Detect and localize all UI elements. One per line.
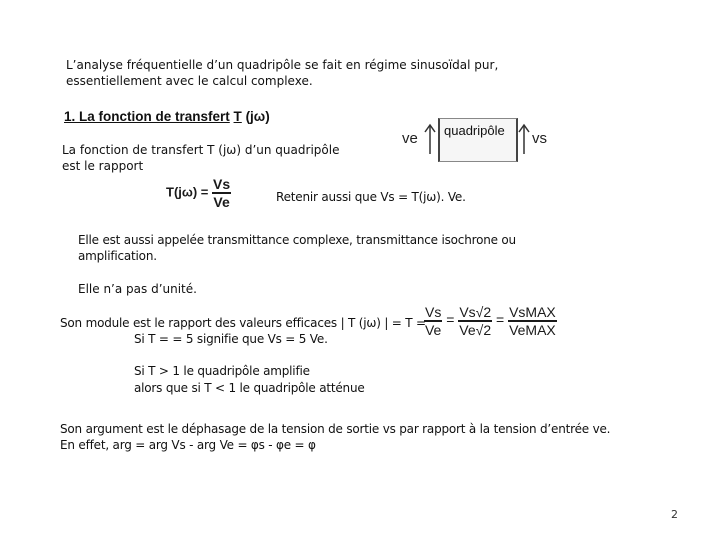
- heading-arg: (jω): [245, 109, 270, 124]
- retenir-text: Retenir aussi que Vs = T(jω). Ve.: [276, 190, 466, 204]
- amplif-line-2: alors que si T < 1 le quadripôle atténue: [134, 381, 365, 395]
- module-fraction-3-numerator: VsMAX: [509, 304, 556, 320]
- module-fraction-3-denominator: VeMAX: [509, 322, 556, 338]
- module-line-1: Son module est le rapport des valeurs efficaces | T (jω) | = T =: [60, 316, 426, 330]
- argument-line-1: Son argument est le déphasage de la tension de sortie vs par rapport à la tension d’entrée ve.: [60, 422, 611, 436]
- aussi-line-1: Elle est aussi appelée transmittance complexe, transmittance isochrone ou: [78, 233, 516, 247]
- amplif-line-1: Si T > 1 le quadripôle amplifie: [134, 364, 310, 378]
- intro-line-1: L’analyse fréquentielle d’un quadripôle se fait en régime sinusoïdal pur,: [66, 58, 499, 72]
- heading-symbol: T: [233, 109, 242, 124]
- transfer-formula-numerator: Vs: [213, 176, 231, 192]
- input-voltage-label: ve: [402, 130, 418, 147]
- unite-text: Elle n’a pas d’unité.: [78, 282, 197, 296]
- module-fraction-2-numerator: Vs√2: [459, 304, 492, 320]
- transfer-formula: [166, 176, 231, 210]
- quadripole-box: [438, 118, 518, 162]
- heading-prefix: 1. La fonction de transfert: [64, 109, 230, 124]
- quadripole-diagram: [400, 118, 556, 162]
- module-equals-1: =: [446, 311, 455, 328]
- definition-line-1: La fonction de transfert T (jω) d’un quadripôle: [62, 143, 340, 157]
- argument-line-2: En effet, arg = arg Vs - arg Ve = φs - φe = φ: [60, 438, 316, 452]
- module-line-2: Si T = = 5 signifie que Vs = 5 Ve.: [134, 332, 328, 346]
- module-equals-2: =: [496, 311, 505, 328]
- quadripole-label: quadripôle: [444, 123, 505, 138]
- aussi-line-2: amplification.: [78, 249, 157, 263]
- output-voltage-label: vs: [532, 130, 547, 147]
- transfer-formula-lhs: T(jω) =: [166, 184, 209, 200]
- output-arrow-icon: [518, 122, 530, 156]
- module-formula: [424, 304, 557, 338]
- module-fraction-1-denominator: Ve: [424, 322, 442, 338]
- transfer-formula-denominator: Ve: [213, 194, 230, 210]
- input-arrow-icon: [424, 122, 436, 156]
- definition-line-2: est le rapport: [62, 159, 144, 173]
- section-heading: [64, 109, 270, 124]
- page-number: 2: [671, 508, 678, 521]
- module-fraction-2-denominator: Ve√2: [459, 322, 492, 338]
- module-fraction-1-numerator: Vs: [425, 304, 442, 320]
- intro-line-2: essentiellement avec le calcul complexe.: [66, 74, 313, 88]
